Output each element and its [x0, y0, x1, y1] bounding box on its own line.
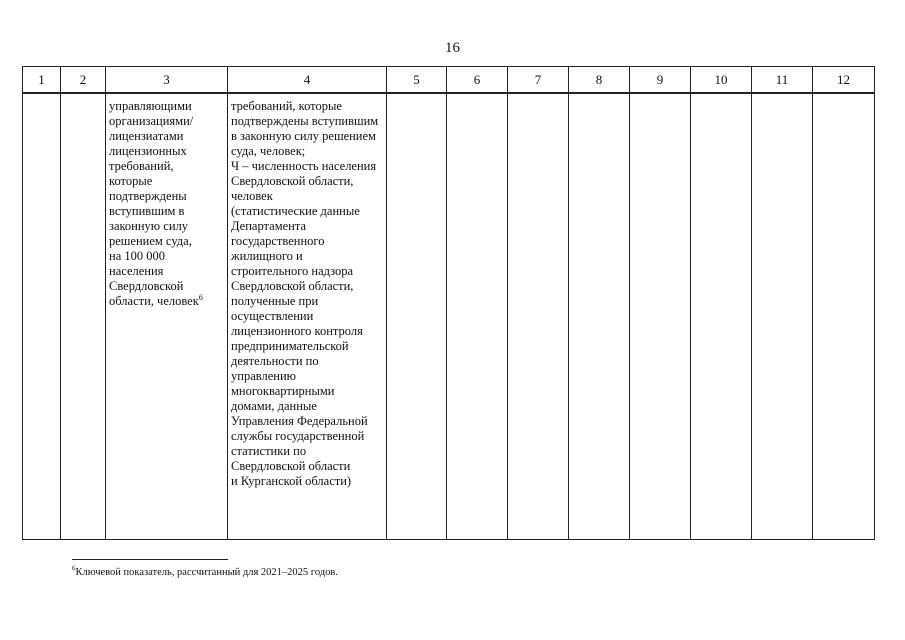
cell-col2 — [61, 93, 106, 540]
footnote — [72, 564, 338, 578]
column-header-2: 2 — [61, 67, 106, 94]
data-table — [22, 66, 875, 540]
calculation-method-text: требований, которые подтверждены вступившим в законную силу решением суда, человек; Ч – численность населения Свердловской области, человек (статистические данные Департамента государственного жилищного и строительного надзора Свердловской области, полученные при осуществлении лицензионного контроля предпринимательской деятельности по управлению многоквартирными домами, данные Управления Федеральной службы государственной статистики по Свердловской области и Курганской области) — [231, 99, 379, 488]
column-header-8: 8 — [569, 67, 630, 94]
column-header-6: 6 — [447, 67, 508, 94]
column-header-12: 12 — [813, 67, 875, 94]
footnote-reference: 6 — [198, 292, 203, 302]
column-header-9: 9 — [630, 67, 691, 94]
cell-col1 — [23, 93, 61, 540]
table-row — [23, 93, 875, 540]
column-header-10: 10 — [691, 67, 752, 94]
cell-col8 — [569, 93, 630, 540]
cell-col12 — [813, 93, 875, 540]
cell-col4 — [228, 93, 387, 540]
indicator-name-text: управляющими организациями/ лицензиатами лицензионных требований, которые подтверждены вступившим в законную силу решением суда, на 100 000 населения Свердловской области, человек — [109, 99, 199, 308]
column-header-5: 5 — [387, 67, 447, 94]
footnote-mark: 6 — [72, 564, 76, 573]
cell-col10 — [691, 93, 752, 540]
footnote-divider — [72, 559, 228, 560]
cell-col9 — [630, 93, 691, 540]
cell-col6 — [447, 93, 508, 540]
column-header-7: 7 — [508, 67, 569, 94]
cell-col11 — [752, 93, 813, 540]
footnote-text: Ключевой показатель, рассчитанный для 2021–2025 годов. — [75, 567, 338, 578]
page-number: 16 — [445, 40, 460, 56]
cell-col5 — [387, 93, 447, 540]
column-header-1: 1 — [23, 67, 61, 94]
column-header-11: 11 — [752, 67, 813, 94]
cell-col3 — [106, 93, 228, 540]
column-header-4: 4 — [228, 67, 387, 94]
cell-col7 — [508, 93, 569, 540]
header-row — [23, 67, 875, 94]
column-header-3: 3 — [106, 67, 228, 94]
